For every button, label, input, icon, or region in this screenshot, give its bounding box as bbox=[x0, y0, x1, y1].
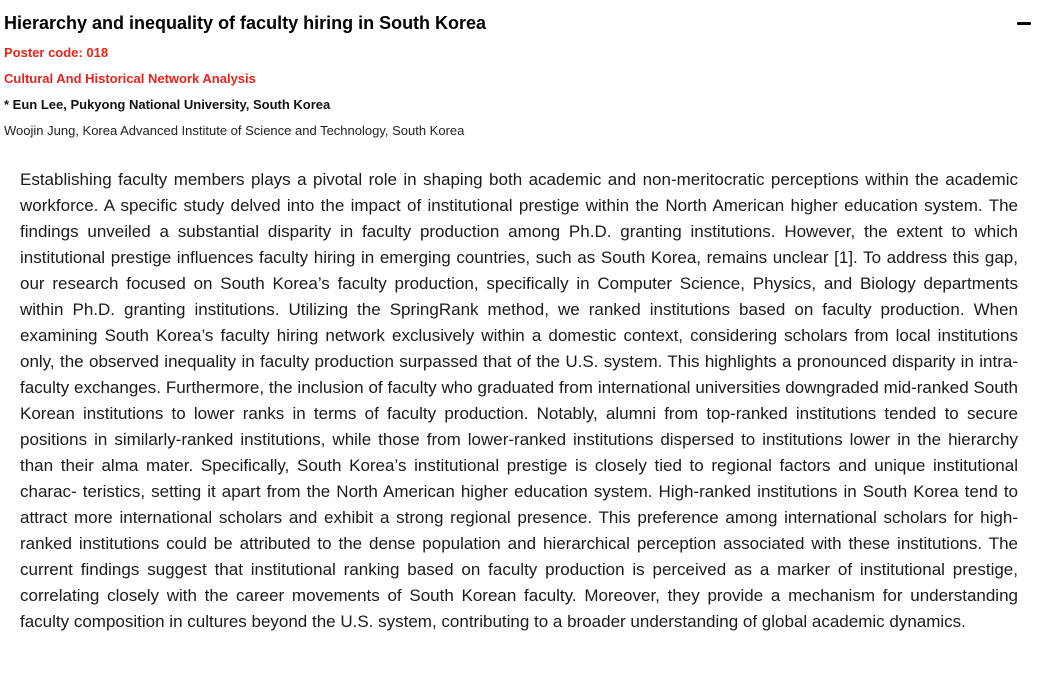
abstract-text: Establishing faculty members plays a pivotal role in shaping both academic and non-meritocratic perceptions within the academic workforce. A specific study delved into the impact of institutional prestige within the North American higher education system. The findings unveiled a substantial disparity in faculty production among Ph.D. granting institutions. However, the extent to which institutional prestige influences faculty hiring in emerging countries, such as South Korea, remains unclear [1]. To address this gap, our research focused on South Korea’s faculty production, specifically in Computer Science, Physics, and Biology departments within Ph.D. granting institutions. Utilizing the SpringRank method, we ranked institutions based on faculty production. When examining South Korea’s faculty hiring network exclusively within a domestic context, considering scholars from local institutions only, the observed inequality in faculty production surpassed that of the U.S. system. This highlights a pronounced disparity in intra-faculty exchanges. Furthermore, the inclusion of faculty who graduated from international universities downgraded mid-ranked South Korean institutions to lower ranks in terms of faculty production. Notably, alumni from top-ranked institutions tended to secure positions in similarly-ranked institutions, while those from lower-ranked institutions dispersed to institutions lower in the hierarchy than their alma mater. Specifically, South Korea’s institutional prestige is closely tied to regional factors and unique institutional charac- teristics, setting it apart from the North American higher education system. High-ranked institutions in South Korea tend to attract more international scholars and exhibit a strong regional presence. This preference among international scholars for high-ranked institutions could be attributed to the dense population and hierarchical perception associated with these institutions. The current findings suggest that institutional ranking based on faculty production is perceived as a marker of institutional prestige, correlating closely with the career movements of South Korean faculty. Moreover, they provide a mechanism for understanding faculty composition in cultures beyond the U.S. system, contributing to a broader understanding of global academic dynamics. bbox=[20, 170, 1018, 631]
title-row bbox=[4, 10, 1034, 36]
poster-code: Poster code: 018 bbox=[4, 45, 109, 60]
collapse-button[interactable] bbox=[1016, 16, 1032, 32]
session-category: Cultural And Historical Network Analysis bbox=[4, 71, 256, 86]
minus-icon bbox=[1017, 22, 1031, 25]
presenting-author: * Eun Lee, Pukyong National University, South Korea bbox=[4, 97, 331, 112]
co-author: Woojin Jung, Korea Advanced Institute of Science and Technology, South Korea bbox=[4, 123, 465, 138]
poster-header bbox=[4, 10, 1034, 140]
poster-title: Hierarchy and inequality of faculty hiring in South Korea bbox=[4, 13, 487, 33]
